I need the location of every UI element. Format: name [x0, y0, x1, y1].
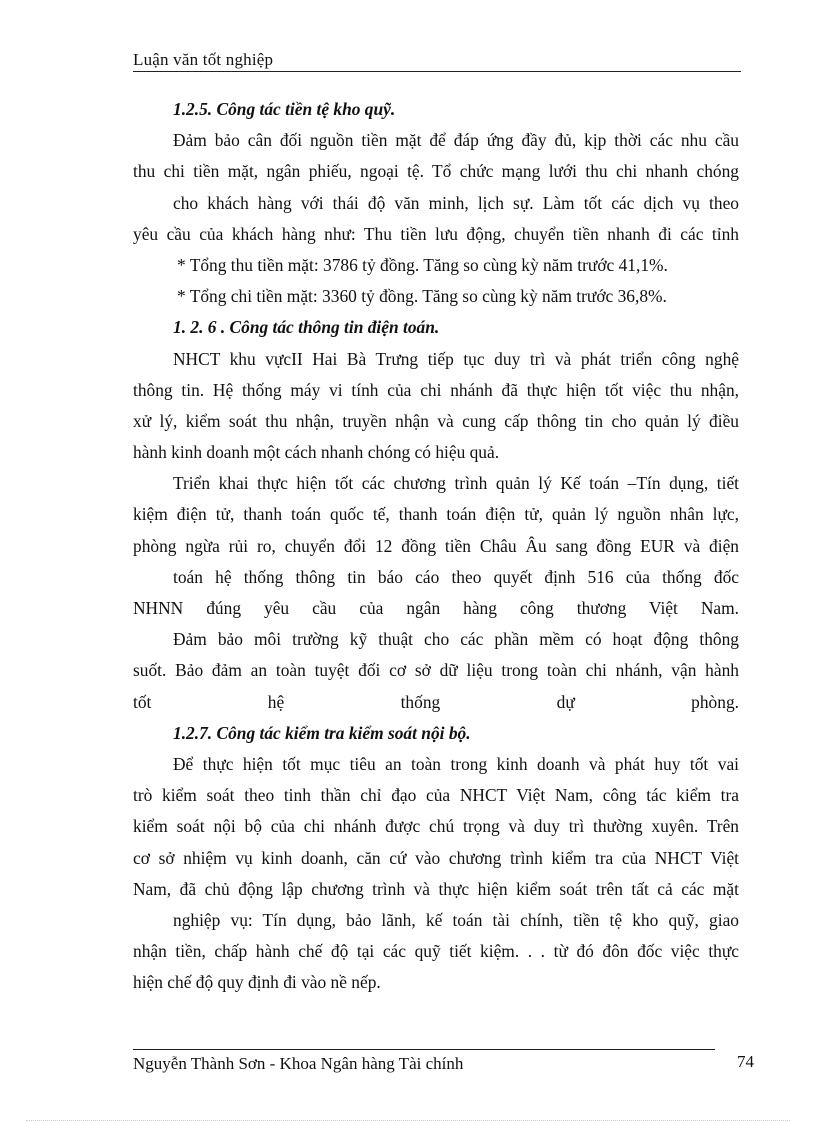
section-heading-1-2-5: 1.2.5. Công tác tiền tệ kho quỹ.: [173, 99, 396, 119]
paragraph-line: cho khách hàng với thái độ văn minh, lịch sự. Làm tốt các dịch vụ theo: [173, 192, 739, 213]
paragraph-line: trò kiểm soát theo tinh thần chỉ đạo của NHCT Việt Nam, công tác kiểm tra: [133, 785, 739, 806]
page-number: 74: [737, 1052, 754, 1071]
paragraph-line: toán hệ thống thông tin báo cáo theo quyết định 516 của thống đốc: [173, 566, 739, 587]
footer-divider: [133, 1049, 715, 1050]
paragraph-line: Triển khai thực hiện tốt các chương trình quản lý Kế toán –Tín dụng, tiết: [173, 473, 739, 494]
paragraph-line: Nam, đã chủ động lập chương trình và thực hiện kiểm soát trên tất cả các mặt: [133, 878, 739, 899]
paragraph-line: Đảm bảo môi trường kỹ thuật cho các phần mềm có hoạt động thông: [173, 629, 739, 650]
paragraph-line: cơ sở nhiệm vụ kinh doanh, căn cứ vào chương trình kiểm tra của NHCT Việt: [133, 847, 739, 868]
document-body: [133, 94, 739, 998]
paragraph-line: hiện chế độ quy định đi vào nề nếp.: [133, 972, 381, 993]
paragraph-line: hành kinh doanh một cách nhanh chóng có hiệu quả.: [133, 442, 500, 463]
paragraph-line: kiệm điện tử, thanh toán quốc tế, thanh toán điện tử, quản lý nguồn nhân lực,: [133, 504, 739, 525]
paragraph-line: NHCT khu vựcII Hai Bà Trưng tiếp tục duy trì và phát triển công nghệ: [173, 348, 739, 369]
paragraph-line: Để thực hiện tốt mục tiêu an toàn trong kinh doanh và phát huy tốt vai: [173, 753, 739, 774]
running-header: Luận văn tốt nghiệp: [133, 50, 274, 69]
bullet-line: * Tổng chi tiền mặt: 3360 tỷ đồng. Tăng so cùng kỳ năm trước 36,8%.: [177, 286, 667, 307]
paragraph-line: tốt hệ thống dự phòng.: [133, 691, 739, 712]
paragraph-line: nhận tiền, chấp hành chế độ tại các quỹ tiết kiệm. . . từ đó đôn đốc việc thực: [133, 941, 739, 962]
page-bottom-edge: [26, 1120, 790, 1121]
section-heading-1-2-6: 1. 2. 6 . Công tác thông tin điện toán.: [173, 317, 440, 338]
header-divider: [133, 71, 741, 72]
paragraph-line: Đảm bảo cân đối nguồn tiền mặt để đáp ứng đầy đủ, kịp thời các nhu cầu: [173, 130, 739, 151]
paragraph-line: phòng ngừa rủi ro, chuyển đổi 12 đồng tiền Châu Âu sang đồng EUR và điện: [133, 535, 739, 556]
footer-author: Nguyễn Thành Sơn - Khoa Ngân hàng Tài chính: [133, 1054, 464, 1073]
paragraph-line: thông tin. Hệ thống máy vi tính của chi nhánh đã thực hiện tốt việc thu nhận,: [133, 379, 739, 400]
paragraph-line: nghiệp vụ: Tín dụng, bảo lãnh, kế toán tài chính, tiền tệ kho quỹ, giao: [173, 909, 739, 930]
paragraph-line: yêu cầu của khách hàng như: Thu tiền lưu động, chuyển tiền nhanh đi các tỉnh: [133, 223, 739, 244]
paragraph-line: thu chi tiền mặt, ngân phiếu, ngoại tệ. Tổ chức mạng lưới thu chi nhanh chóng: [133, 161, 739, 182]
paragraph-line: NHNN đúng yêu cầu của ngân hàng công thương Việt Nam.: [133, 598, 739, 618]
paragraph-line: kiểm soát nội bộ của chi nhánh được chú trọng và duy trì thường xuyên. Trên: [133, 816, 739, 837]
section-heading-1-2-7: 1.2.7. Công tác kiểm tra kiểm soát nội bộ.: [173, 722, 471, 743]
paragraph-line: xử lý, kiểm soát thu nhận, truyền nhận và cung cấp thông tin cho quản lý điều: [133, 410, 739, 431]
bullet-line: * Tổng thu tiền mặt: 3786 tỷ đồng. Tăng so cùng kỳ năm trước 41,1%.: [177, 254, 668, 275]
paragraph-line: suốt. Bảo đảm an toàn tuyệt đối cơ sở dữ liệu trong toàn chi nhánh, vận hành: [133, 660, 739, 681]
